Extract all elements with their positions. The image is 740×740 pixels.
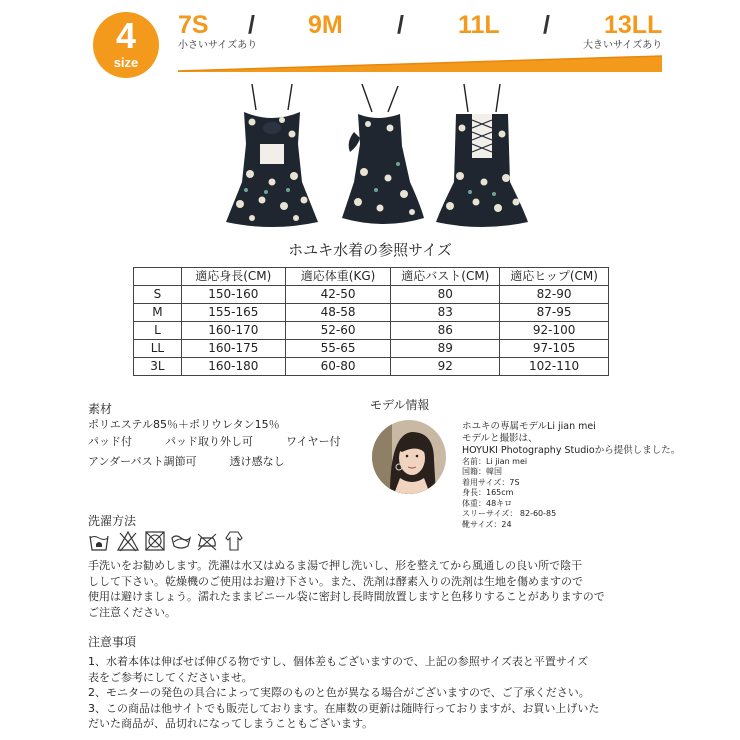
- table-row: [134, 304, 609, 322]
- table-cell: M: [134, 304, 182, 322]
- model-intro-line: モデルと撮影は、: [462, 433, 538, 444]
- table-cell: 3L: [134, 358, 182, 376]
- table-header-cell: [134, 268, 182, 286]
- table-cell: 89: [391, 340, 500, 358]
- material-features-row-2: [88, 455, 285, 469]
- table-cell: 92: [391, 358, 500, 376]
- washing-instructions: [88, 558, 605, 620]
- model-spec-line: 着用サイズ：7S: [462, 478, 520, 487]
- feature-label: パッド取り外し可: [165, 435, 253, 448]
- table-cell: 97-105: [500, 340, 609, 358]
- table-cell: L: [134, 322, 182, 340]
- table-cell: 83: [391, 304, 500, 322]
- table-header-cell: 適応ヒップ(CM): [500, 268, 609, 286]
- swimsuit-side-photo: [328, 82, 428, 230]
- table-cell: 160-170: [181, 322, 285, 340]
- size-label-7s: 7S: [178, 11, 209, 39]
- model-intro-line: HOYUKI Photography Studioから提供しました。: [462, 445, 681, 456]
- drip-dry-icon: [223, 530, 245, 552]
- paragraph-line: 手洗いをお勧めします。洗濯は水又はぬるま湯で押し洗いし、形を整えてから風通しの良い所で陰干: [88, 559, 583, 572]
- model-spec-line: 身長：165cm: [462, 488, 514, 497]
- swimsuit-front-photo: [222, 82, 322, 230]
- paragraph-line: だいた商品が、品切れになってしまうこともございます。: [88, 717, 374, 730]
- material-composition: ポリエステル85％＋ポリウレタン15％: [88, 418, 280, 431]
- table-cell: 52-60: [285, 322, 391, 340]
- paragraph-line: 1、水着本体は伸ばせば伸びる物ですし、個体差もございますので、上記の参照サイズ表と平置サイズ: [88, 655, 589, 668]
- table-cell: 80: [391, 286, 500, 304]
- notes-text: [88, 654, 600, 732]
- model-spec-line: スリーサイズ： 82-60-85: [462, 509, 557, 518]
- no-bleach-icon: [117, 530, 139, 552]
- material-heading: 素材: [88, 402, 113, 416]
- large-size-note: 大きいサイズあり: [583, 40, 663, 51]
- table-cell: 82-90: [500, 286, 609, 304]
- model-spec-line: 名前：Li jian mei: [462, 457, 528, 466]
- table-cell: 150-160: [181, 286, 285, 304]
- table-header-cell: 適応身長(CM): [181, 268, 285, 286]
- model-spec-line: 体重：48キロ: [462, 499, 513, 508]
- table-cell: 160-180: [181, 358, 285, 376]
- table-cell: 102-110: [500, 358, 609, 376]
- model-spec-line: 靴サイズ：24: [462, 520, 512, 529]
- table-header-cell: 適応バスト(CM): [391, 268, 500, 286]
- swimsuit-back-photo: [432, 82, 532, 230]
- feature-label: 透け感なし: [229, 455, 285, 468]
- paragraph-line: 表をご参考にしてくださいませ。: [88, 670, 253, 684]
- feature-label: アンダーバスト調節可: [88, 455, 197, 468]
- model-intro-line: ホユキの専属モデルLi jian mei: [462, 421, 596, 432]
- size-separator: /: [543, 11, 550, 39]
- model-portrait: [372, 420, 446, 494]
- size-label-9m: 9M: [308, 11, 343, 39]
- paragraph-line: ご注意ください。: [88, 605, 176, 619]
- table-cell: 42-50: [285, 286, 391, 304]
- small-size-note: 小さいサイズあり: [178, 40, 258, 51]
- table-row: [134, 322, 609, 340]
- table-cell: 160-175: [181, 340, 285, 358]
- table-cell: 87-95: [500, 304, 609, 322]
- table-row: [134, 286, 609, 304]
- size-gradient-wedge: [178, 52, 662, 72]
- model-heading: モデル情報: [370, 398, 430, 412]
- no-tumble-dry-icon: [144, 530, 166, 552]
- table-cell: S: [134, 286, 182, 304]
- no-dry-clean-icon: [170, 530, 192, 552]
- no-iron-icon: [196, 530, 218, 552]
- paragraph-line: 使用は避けましょう。濡れたままビニール袋に密封し長時間放置しますと色移りすることがありますので: [88, 590, 605, 603]
- size-table: [133, 267, 609, 376]
- size-label-11l: 11L: [458, 11, 500, 39]
- notes-heading: 注意事項: [88, 635, 137, 649]
- table-cell: 48-58: [285, 304, 391, 322]
- material-features-row-1: [88, 435, 341, 449]
- table-cell: LL: [134, 340, 182, 358]
- table-header-cell: 適応体重(KG): [285, 268, 391, 286]
- size-label-13ll: 13LL: [604, 11, 663, 39]
- paragraph-line: 2、モニターの発色の具合によって実際のものと色が異なる場合がございますので、ご了承ください。: [88, 686, 590, 699]
- size-separator: /: [397, 11, 404, 39]
- paragraph-line: 3、この商品は他サイトでも販売しております。在庫数の更新は随時行っておりますが、お買い上げいた: [88, 701, 600, 715]
- table-cell: 155-165: [181, 304, 285, 322]
- table-row: [134, 340, 609, 358]
- table-cell: 86: [391, 322, 500, 340]
- washing-heading: 洗濯方法: [88, 514, 137, 528]
- table-cell: 60-80: [285, 358, 391, 376]
- size-separator: /: [248, 11, 255, 39]
- size-table-title: ホユキ水着の参照サイズ: [288, 241, 452, 259]
- table-cell: 92-100: [500, 322, 609, 340]
- feature-label: ワイヤー付: [286, 435, 341, 448]
- badge-number: 4: [115, 15, 137, 56]
- size-count-badge: [93, 12, 159, 78]
- feature-label: パッド付: [88, 435, 132, 448]
- paragraph-line: しして下さい。乾燥機のご使用はお避け下さい。また、洗剤は酵素入りの洗剤は生地を傷めますので: [88, 574, 583, 588]
- table-row: [134, 358, 609, 376]
- table-header-row: [134, 268, 609, 286]
- table-cell: 55-65: [285, 340, 391, 358]
- badge-word: size: [113, 55, 139, 70]
- model-spec-line: 国籍：韓国: [462, 467, 502, 476]
- hand-wash-icon: [88, 530, 110, 552]
